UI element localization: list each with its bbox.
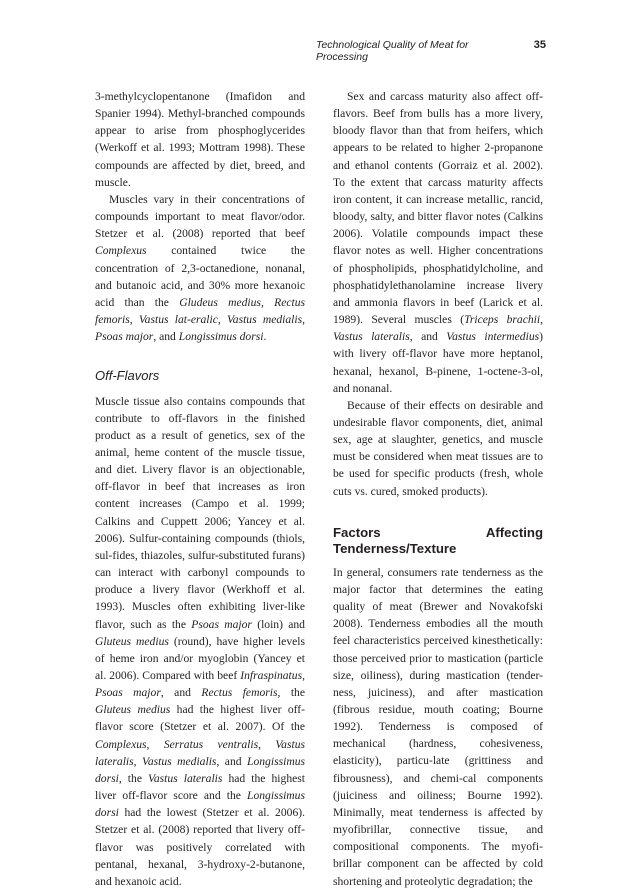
running-head [316, 39, 546, 63]
heading-tenderness: Factors Affecting Tenderness/Texture [333, 525, 543, 557]
right-column [333, 88, 543, 890]
page-number: 35 [534, 39, 546, 51]
paragraph-sex-maturity: Sex and carcass maturity also affect off-flavors. Beef from bulls has a more livery, bloody flavor than that from heifers, which appears to be related to higher 2-propanone and ethanol contents (Gorraiz et al. 2002). To the extent that carcass maturity affects iron content, it can increase metallic, rancid, bloody, salty, and bitter flavor notes (Calkins 2006). Volatile compounds impact these flavor notes as well. Higher concentrations of phospholipids, phosphatidylcholine, and phosphatidylethanolamine increase livery and ammonia flavors in beef (Larick et al. 1989). Several muscles (Triceps brachii, Vastus lateralis, and Vastus intermedius) with livery off-flavor have more heptanol, hexanal, hexanol, B-pinene, 1-octene-3-ol, and nonanal. [333, 88, 543, 397]
paragraph-tenderness: In general, consumers rate tenderness as the major factor that determines the eating quality of meat (Brewer and Novakofski 2008). Tenderness embodies all the mouth feel characteristics perceived kinesthetically: those perceived prior to mastication (particle size, oiliness), during mastication (tender-ness, juiciness), and after mastication (fibrous residue, mouth coating; Bourne 1992). Tenderness is composed of mechanical (hardness, cohesiveness, elasticity), particu-late (grittiness and fibrousness), and chemi-cal components (juiciness and oiliness; Bourne 1992). Minimally, meat tenderness is affected by myofibrillar, connective tissue, and compositional components. The myofi-brillar component can be affected by cold shortening and proteolytic degradation; the [333, 564, 543, 890]
paragraph-methyl-compounds: 3-methylcyclopentanone (Imafidon and Spanier 1994). Methyl-branched compounds appear to arise from phosphoglycerides (Werkoff et al. 1993; Mottram 1998). These compounds are affected by diet, breed, and muscle. [95, 88, 305, 191]
paragraph-muscle-concentrations: Muscles vary in their concentrations of compounds important to meat flavor/odor. Stetzer et al. (2008) reported that beef Complexus contained twice the concentration of 2,3-octanedione, nonanal, and butanoic acid, and 30% more hexanoic acid than the Gludeus medius, Rectus femoris, Vastus lat-eralic, Vastus medialis, Psoas major, and Longissimus dorsi. [95, 191, 305, 345]
paragraph-off-flavors: Muscle tissue also contains compounds that contribute to off-flavors in the finished product as a result of genetics, sex of the animal, heme content of the muscle tissue, and diet. Livery flavor is an objectionable, off-flavor in beef that increases as iron content increases (Campo et al. 1999; Calkins and Cuppett 2006; Yancey et al. 2006). Sulfur-containing compounds (thiols, sul-fides, thiazoles, sulfur-substituted furans) can interact with carbonyl compounds to produce a livery flavor (Werkhoff et al. 1993). Muscles often exhibiting liver-like flavor, such as the Psoas major (loin) and Gluteus medius (round), have higher levels of heme iron and/or myoglobin (Yancey et al. 2006). Compared with beef Infraspinatus, Psoas major, and Rectus femoris, the Gluteus medius had the highest liver off-flavor score (Stetzer et al. 2007). Of the Complexus, Serratus ventralis, Vastus lateralis, Vastus medialis, and Longissimus dorsi, the Vastus lateralis had the highest liver off-flavor score and the Longissimus dorsi had the lowest (Stetzer et al. 2006). Stetzer et al. (2008) reported that livery off-flavor was positively correlated with pentanal, hexanal, 3-hydroxy-2-butanone, and hexanoic acid. [95, 393, 305, 890]
running-title: Technological Quality of Meat for Processing [316, 39, 518, 63]
heading-off-flavors: Off-Flavors [95, 367, 305, 384]
left-column [95, 88, 305, 890]
paragraph-desirable-components: Because of their effects on desirable and undesirable flavor components, diet, animal sex, age at slaughter, genetics, and muscle must be considered when meat tissues are to be used for specific products (fresh, whole cuts vs. cured, smoked products). [333, 397, 543, 500]
